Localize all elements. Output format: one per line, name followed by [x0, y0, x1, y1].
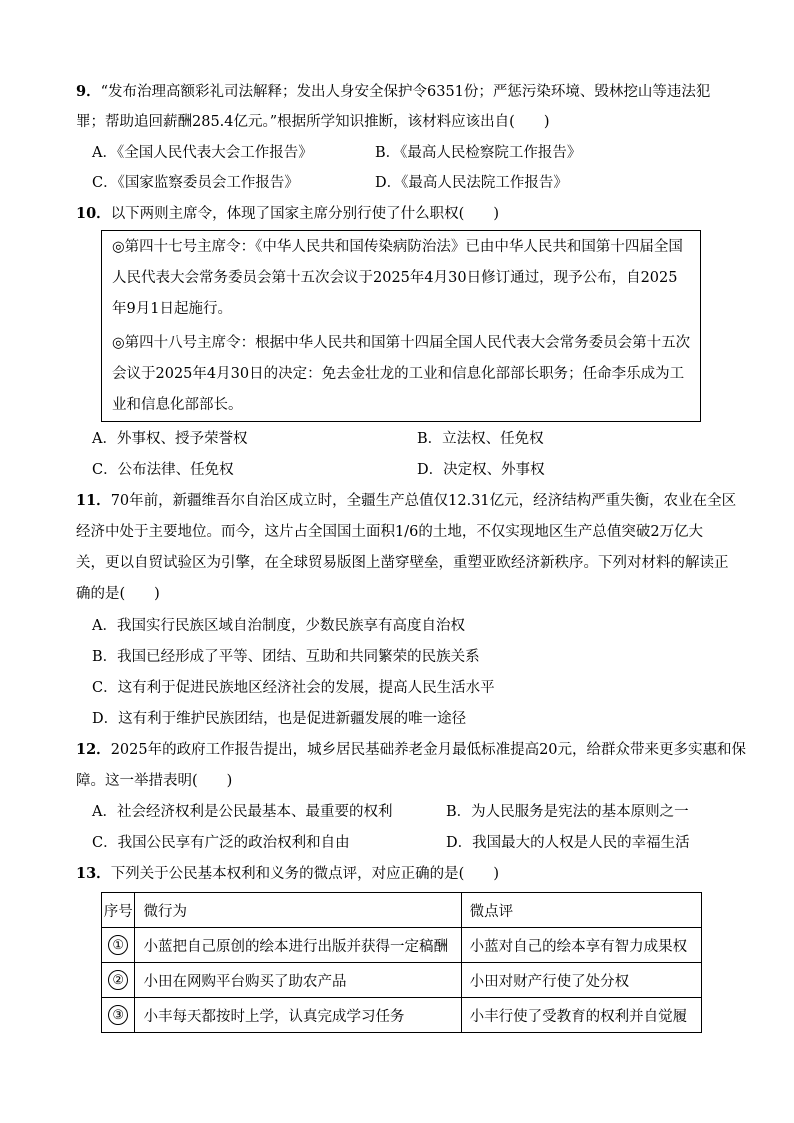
q10-option-a[interactable]: A．外事权、授予荣誉权: [92, 431, 248, 447]
row-behavior: 小丰每天都按时上学，认真完成学习任务: [135, 998, 461, 1033]
q10-option-b[interactable]: B．立法权、任免权: [417, 431, 544, 447]
q11-option-c[interactable]: C．这有利于促进民族地区经济社会的发展，提高人民生活水平: [92, 680, 495, 696]
q12-option-c[interactable]: C．我国公民享有广泛的政治权利和自由: [92, 835, 350, 851]
row-comment: 小田对财产行使了处分权: [461, 963, 701, 998]
table-row: [102, 963, 702, 998]
q9-option-d[interactable]: D．《最高人民法院工作报告》: [375, 175, 568, 191]
q9-option-a[interactable]: A．《全国人民代表大会工作报告》: [92, 145, 313, 161]
row-comment: 小丰行使了受教育的权利并自觉履: [461, 998, 701, 1033]
q10-stem: [76, 204, 499, 224]
q10-box-line: 年9月1日起施行。: [112, 301, 232, 317]
q10-stem-text: 以下两则主席令，体现了国家主席分别行使了什么职权( ): [110, 206, 499, 222]
q12-line1: [76, 740, 746, 760]
header-behavior: 微行为: [135, 893, 461, 928]
q11-option-a[interactable]: A．我国实行民族区域自治制度，少数民族享有高度自治权: [92, 618, 465, 634]
q9-text1: “发布治理高额彩礼司法解释；发出人身安全保护令6351份；严惩污染环境、毁林挖山等违法犯: [100, 84, 711, 100]
q10-box-line: 会议于2025年4月30日的决定：免去金壮龙的工业和信息化部部长职务；任命李乐成为工: [112, 366, 685, 382]
q10-option-c[interactable]: C．公布法律、任免权: [92, 462, 234, 478]
q13-stem-text: 下列关于公民基本权利和义务的微点评，对应正确的是( ): [110, 866, 499, 882]
row-index: [102, 963, 135, 998]
row-index-badge: ②: [108, 970, 128, 990]
q9-option-c[interactable]: C．《国家监察委员会工作报告》: [92, 175, 299, 191]
q13-stem: [76, 864, 499, 884]
q12-option-b[interactable]: B．为人民服务是宪法的基本原则之一: [446, 804, 689, 820]
row-index-badge: ①: [108, 935, 128, 955]
q9-number: 9．: [76, 83, 101, 100]
q12-text1: 2025年的政府工作报告提出，城乡居民基础养老金月最低标准提高20元，给群众带来更多实惠和保: [110, 742, 747, 758]
q10-box-line: 人民代表大会常务委员会第十五次会议于2025年4月30日修订通过，现予公布，自2025: [112, 270, 678, 286]
q11-line4: 确的是( ): [76, 586, 160, 602]
table-header-row: [102, 893, 702, 928]
q13-table: [101, 892, 702, 1033]
row-index-badge: ③: [108, 1005, 128, 1025]
header-index: 序号: [102, 893, 135, 928]
q12-option-a[interactable]: A．社会经济权利是公民最基本、最重要的权利: [92, 804, 393, 820]
row-behavior: 小蓝把自己原创的绘本进行出版并获得一定稿酬: [135, 928, 461, 963]
q11-line1: [76, 491, 736, 511]
q11-line3: 关，更以自贸试验区为引擎，在全球贸易版图上凿穿壁垒，重塑亚欧经济新秩序。下列对材料的解读正: [76, 555, 729, 571]
q10-material-box: [101, 230, 701, 422]
q12-option-d[interactable]: D．我国最大的人权是人民的幸福生活: [446, 835, 690, 851]
q10-option-d[interactable]: D．决定权、外事权: [417, 462, 545, 478]
q11-option-d[interactable]: D．这有利于维护民族团结，也是促进新疆发展的唯一途径: [92, 711, 467, 727]
q12-number: 12．: [76, 741, 111, 758]
q13-number: 13．: [76, 865, 111, 882]
q10-number: 10．: [76, 205, 111, 222]
q10-box-line: 业和信息化部部长。: [112, 397, 243, 413]
q12-line2: 障。这一举措表明( ): [76, 773, 233, 789]
q11-number: 11．: [76, 492, 111, 509]
row-index: [102, 928, 135, 963]
q9-option-b[interactable]: B．《最高人民检察院工作报告》: [375, 145, 582, 161]
q11-option-b[interactable]: B．我国已经形成了平等、团结、互助和共同繁荣的民族关系: [92, 649, 480, 665]
table-row: [102, 998, 702, 1033]
q9-line2: 罪；帮助追回薪酬285.4亿元。”根据所学知识推断，该材料应该出自( ): [76, 114, 550, 130]
q11-line2: 经济中处于主要地位。而今，这片占全国国土面积1/6的土地，不仅实现地区生产总值突破2万亿大: [76, 524, 704, 540]
q10-box-line: ◎第四十八号主席令：根据中华人民共和国第十四届全国人民代表大会常务委员会第十五次: [112, 335, 691, 351]
q11-text1: 70年前，新疆维吾尔自治区成立时，全疆生产总值仅12.31亿元，经济结构严重失衡，农业在全区: [110, 493, 737, 509]
header-comment: 微点评: [461, 893, 701, 928]
table-row: [102, 928, 702, 963]
q9-line1: [76, 82, 710, 102]
row-behavior: 小田在网购平台购买了助农产品: [135, 963, 461, 998]
row-index: [102, 998, 135, 1033]
q10-box-line: ◎第四十七号主席令：《中华人民共和国传染病防治法》已由中华人民共和国第十四届全国: [112, 239, 683, 255]
row-comment: 小蓝对自己的绘本享有智力成果权: [461, 928, 701, 963]
